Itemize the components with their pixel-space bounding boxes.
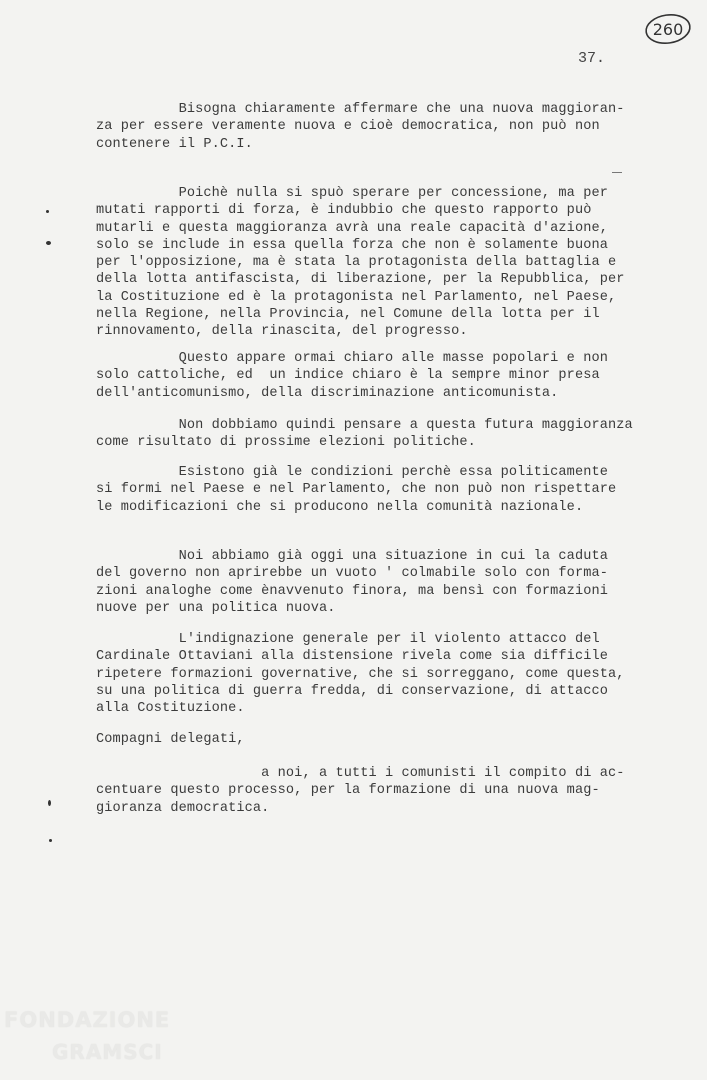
page-number: 37. xyxy=(578,50,606,67)
text-line: gioranza democratica. xyxy=(96,800,270,816)
text-line: zioni analoghe come ènavvenuto finora, ma bensì con formazioni xyxy=(96,583,608,599)
text-line: mutati rapporti di forza, è indubbio che questo rapporto può xyxy=(96,203,592,219)
text-line: contenere il P.C.I. xyxy=(96,136,253,152)
text-line: del governo non aprirebbe un vuoto ' colmabile solo con forma- xyxy=(96,566,608,582)
text-line: solo se include in essa quella forza che non è solamente buona xyxy=(96,237,608,253)
text-line: si formi nel Paese e nel Parlamento, che non può non rispettare xyxy=(96,482,617,498)
paragraph-6 xyxy=(96,548,608,617)
text-line: ripetere formazioni governative, che si sorreggano, come questa, xyxy=(96,666,625,682)
salutation xyxy=(96,731,245,748)
paragraph-4 xyxy=(96,417,633,452)
paper-speck xyxy=(612,172,622,173)
text-line: della lotta antifascista, di liberazione, per la Repubblica, per xyxy=(96,272,625,288)
text-line: Esistono già le condizioni perchè essa politicamente xyxy=(96,465,608,480)
text-line: Cardinale Ottaviani alla distensione rivela come sia difficile xyxy=(96,649,608,665)
text-line: su una politica di guerra fredda, di conservazione, di attacco xyxy=(96,683,608,699)
text-line: Noi abbiamo già oggi una situazione in cui la caduta xyxy=(96,549,608,564)
text-line: za per essere veramente nuova e cioè democratica, non può non xyxy=(96,119,600,135)
text-line: Questo appare ormai chiaro alle masse popolari e non xyxy=(96,351,608,366)
text-line: nuove per una politica nuova. xyxy=(96,600,336,616)
paragraph-3 xyxy=(96,350,608,402)
watermark-line-1: FONDAZIONE xyxy=(4,1008,171,1032)
margin-mark xyxy=(48,800,51,806)
text-line: Compagni delegati, xyxy=(96,732,245,747)
text-line: le modificazioni che si producono nella comunità nazionale. xyxy=(96,499,584,515)
paragraph-1 xyxy=(96,101,624,153)
text-line: a noi, a tutti i comunisti il compito di ac- xyxy=(96,766,625,781)
paragraph-2 xyxy=(96,185,624,341)
watermark-line-2: GRAMSCI xyxy=(52,1040,163,1064)
text-line: L'indignazione generale per il violento attacco del xyxy=(96,632,600,647)
closing-paragraph xyxy=(96,765,624,817)
text-line: centuare questo processo, per la formazione di una nuova mag- xyxy=(96,783,600,799)
margin-mark xyxy=(46,241,51,245)
archive-stamp-number: 260 xyxy=(652,20,684,39)
text-line: alla Costituzione. xyxy=(96,701,245,717)
text-line: mutarli e questa maggioranza avrà una reale capacità d'azione, xyxy=(96,220,608,236)
paragraph-7 xyxy=(96,631,624,717)
text-line: dell'anticomunismo, della discriminazione anticomunista. xyxy=(96,385,559,401)
text-line: Poichè nulla si spuò sperare per concessione, ma per xyxy=(96,186,608,201)
text-line: Non dobbiamo quindi pensare a questa futura maggioranza xyxy=(96,418,633,433)
margin-mark xyxy=(49,839,52,842)
text-line: solo cattoliche, ed un indice chiaro è la sempre minor presa xyxy=(96,368,600,384)
text-line: Bisogna chiaramente affermare che una nuova maggioran- xyxy=(96,102,625,117)
paragraph-5 xyxy=(96,464,616,516)
text-line: rinnovamento, della rinascita, del progresso. xyxy=(96,324,468,340)
archive-stamp xyxy=(643,12,693,46)
text-line: la Costituzione ed è la protagonista nel Parlamento, nel Paese, xyxy=(96,289,617,305)
text-line: come risultato di prossime elezioni politiche. xyxy=(96,435,476,451)
text-line: per l'opposizione, ma è stata la protagonista della battaglia e xyxy=(96,255,617,271)
margin-mark xyxy=(46,210,49,213)
text-line: nella Regione, nella Provincia, nel Comune della lotta per il xyxy=(96,307,600,323)
